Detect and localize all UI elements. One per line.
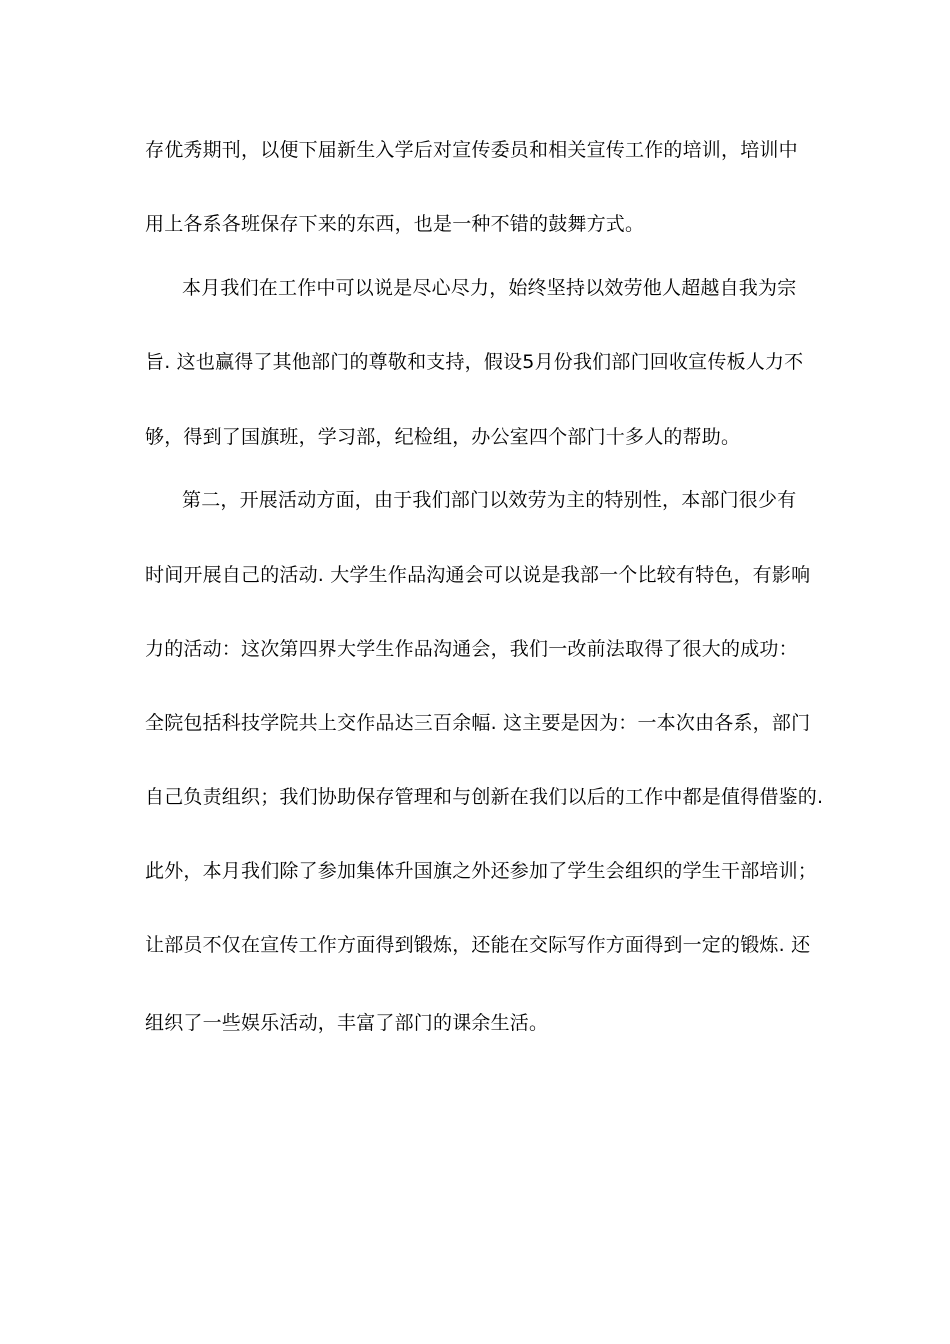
paragraph-line: 存优秀期刊，以便下届新生入学后对宣传委员和相关宣传工作的培训，培训中	[145, 139, 798, 161]
paragraph-line: 自己负责组织；我们协助保存管理和与创新在我们以后的工作中都是值得借鉴的.	[145, 786, 824, 808]
paragraph-line: 旨. 这也赢得了其他部门的尊敬和支持，假设5月份我们部门回收宣传板人力不	[145, 351, 804, 373]
paragraph-line: 用上各系各班保存下来的东西，也是一种不错的鼓舞方式。	[145, 213, 645, 235]
paragraph-line: 本月我们在工作中可以说是尽心尽力，始终坚持以效劳他人超越自我为宗	[182, 277, 797, 299]
paragraph-line: 时间开展自己的活动. 大学生作品沟通会可以说是我部一个比较有特色，有影响	[145, 564, 811, 586]
paragraph-line: 够，得到了国旗班，学习部，纪检组，办公室四个部门十多人的帮助。	[145, 426, 741, 448]
paragraph-line: 组织了一些娱乐活动，丰富了部门的课余生活。	[145, 1012, 549, 1034]
paragraph-line: 力的活动：这次第四界大学生作品沟通会，我们一改前法取得了很大的成功：	[145, 638, 798, 660]
paragraph-line: 全院包括科技学院共上交作品达三百余幅. 这主要是因为：一本次由各系，部门	[145, 712, 811, 734]
paragraph-line: 让部员不仅在宣传工作方面得到锻炼，还能在交际写作方面得到一定的锻炼. 还	[145, 934, 811, 956]
paragraph-line: 第二，开展活动方面，由于我们部门以效劳为主的特别性，本部门很少有	[182, 489, 797, 511]
paragraph-line: 此外，本月我们除了参加集体升国旗之外还参加了学生会组织的学生干部培训；	[145, 860, 818, 882]
